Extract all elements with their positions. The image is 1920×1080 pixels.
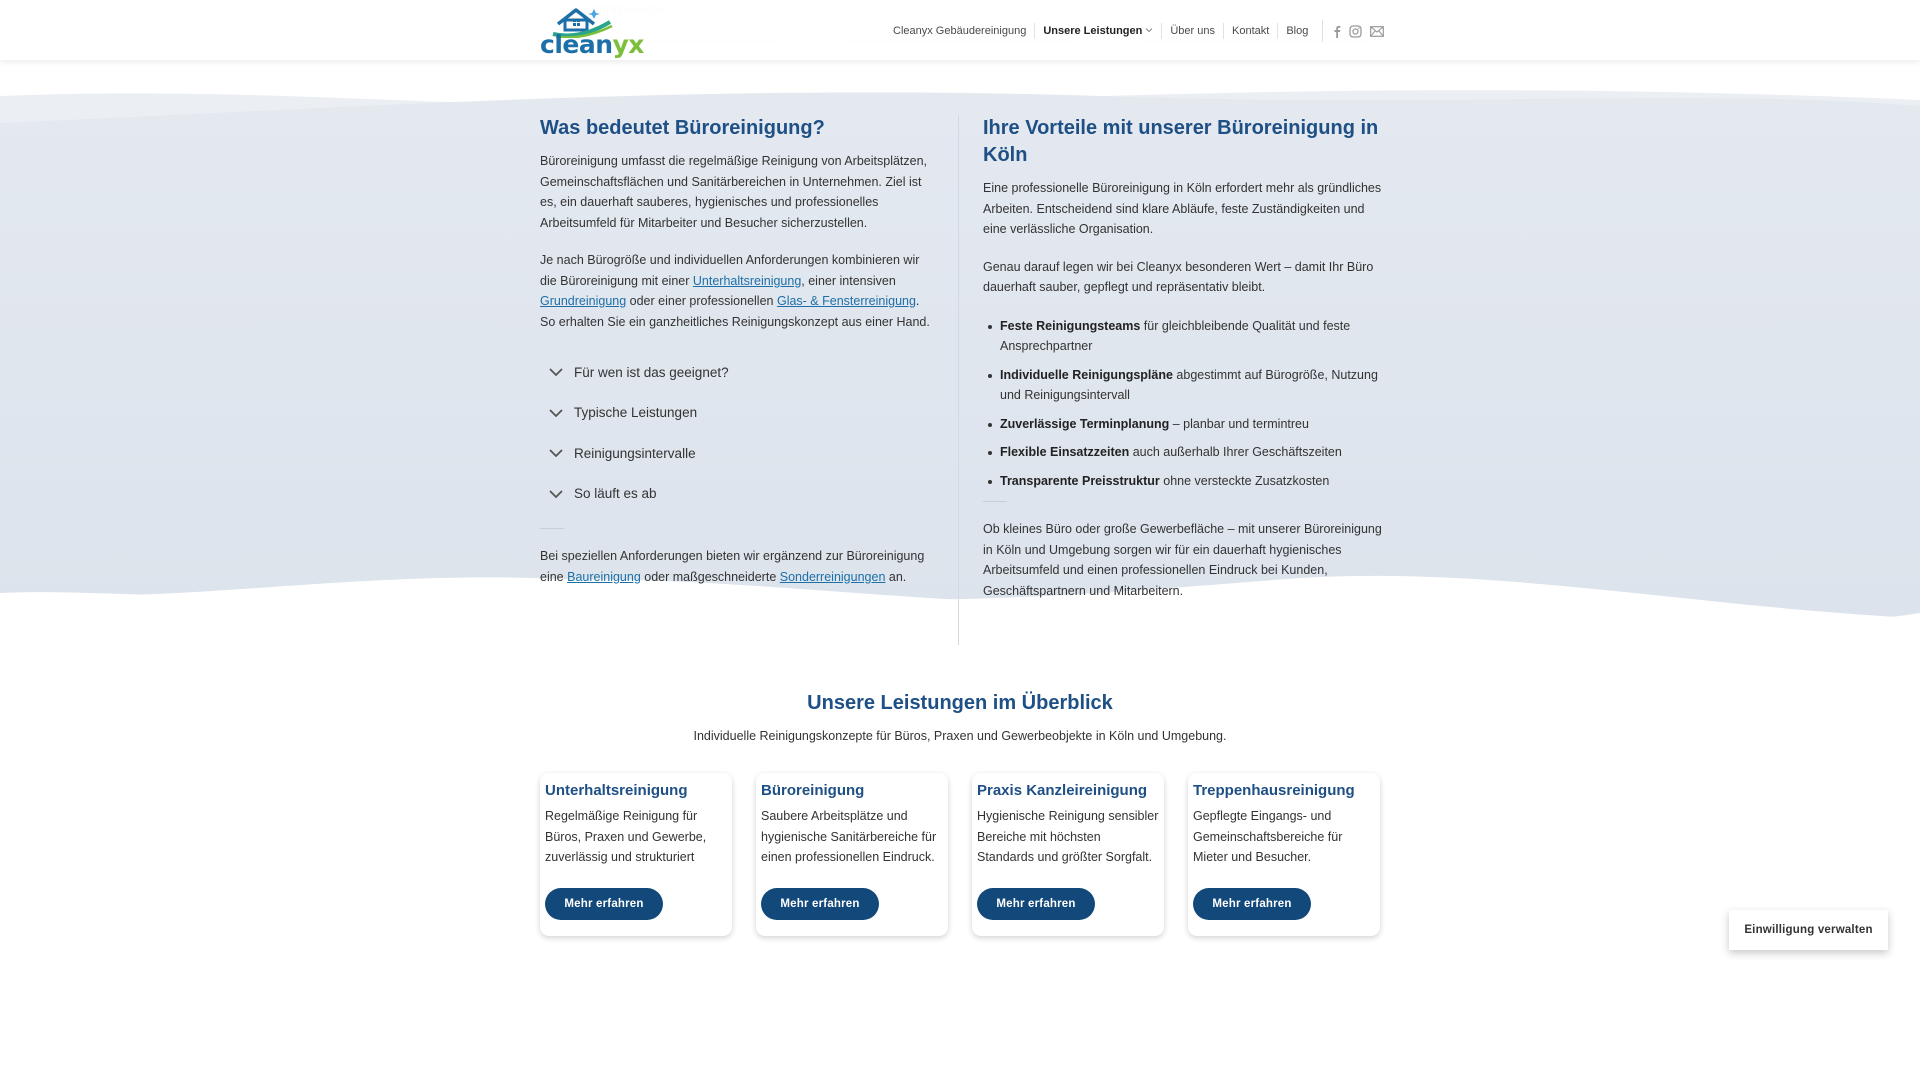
text: oder einer professionellen: [626, 294, 777, 308]
accordion-item-suitability[interactable]: [540, 352, 935, 393]
paragraph: Genau darauf legen wir bei Cleanyx besonderen Wert – damit Ihr Büro dauerhaft sauber, gepflegt und repräsentativ bleibt.: [983, 259, 1374, 294]
benefit-text: – planbar und termintreu: [1169, 416, 1309, 431]
nav-label: Über uns: [1170, 25, 1215, 37]
paragraph: Eine professionelle Büroreinigung in Köln erfordert mehr als gründliches Arbeiten. Entscheidend sind klare Abläufe, feste Zuständigkeiten und eine verlässliche Organisation.: [983, 181, 1382, 236]
benefit-item: [983, 365, 1383, 406]
accordion-item-process[interactable]: [540, 474, 935, 515]
logo-text-yx: yx: [612, 30, 644, 59]
nav-label: Kontakt: [1232, 25, 1270, 37]
benefit-title: Individuelle Reinigungspläne: [1000, 367, 1173, 382]
instagram-icon[interactable]: [1349, 25, 1362, 38]
section-title: Ihre Vorteile mit unserer Büroreinigung in Köln: [983, 117, 1379, 166]
text: oder maßgeschneiderte: [640, 569, 780, 584]
nav-label: Blog: [1286, 25, 1309, 37]
text: Bei speziellen Anforderungen bieten wir ergänzend zur Büroreinigung eine: [540, 549, 925, 584]
office-cleaning-explainer: [540, 115, 935, 604]
accordion-label: Reinigungsintervalle: [574, 445, 696, 461]
nav-item-contact[interactable]: [1223, 23, 1277, 39]
paragraph-with-links: [540, 250, 935, 332]
benefit-item: [983, 471, 1383, 492]
benefit-text: abgestimmt auf Bürogröße, Nutzung und Reinigungsintervall: [1000, 367, 1378, 402]
mail-icon[interactable]: [1370, 26, 1384, 37]
more-info-button[interactable]: Mehr erfahren: [977, 888, 1095, 920]
facebook-icon[interactable]: [1333, 25, 1341, 38]
services-title: Unsere Leistungen im Überblick: [807, 692, 1113, 714]
section-title: Was bedeutet Büroreinigung?: [540, 117, 825, 139]
benefit-item: [983, 442, 1383, 463]
card-text: Gepflegte Eingangs- und Gemeinschaftsbereiche für Mieter und Besucher.: [1193, 809, 1343, 864]
accordion-label: Für wen ist das geeignet?: [574, 364, 729, 380]
link-glas-fensterreinigung[interactable]: Glas- & Fensterreinigung: [776, 294, 916, 308]
nav-item-about[interactable]: [1161, 23, 1223, 39]
service-card-treppenhaus: [1188, 773, 1380, 936]
nav-divider: [1322, 20, 1323, 42]
text: an.: [885, 569, 907, 584]
more-info-button[interactable]: Mehr erfahren: [545, 888, 663, 920]
chevron-down-icon: [548, 408, 564, 418]
benefit-text: ohne versteckte Zusatzkosten: [1159, 473, 1330, 488]
nav-item-home[interactable]: [893, 23, 1034, 39]
link-sonderreinigungen[interactable]: Sonderreinigungen: [779, 569, 886, 584]
text: . So erhalten Sie ein ganzheitliches Reinigungskonzept aus einer Hand.: [540, 294, 930, 329]
accordion-label: Typische Leistungen: [574, 405, 698, 421]
info-section-background: [0, 88, 1920, 668]
more-info-button[interactable]: Mehr erfahren: [1193, 888, 1311, 920]
chevron-down-icon: [548, 448, 564, 458]
nav-item-services[interactable]: [1034, 23, 1161, 39]
logo-wordmark: [540, 30, 644, 59]
nav-item-blog[interactable]: [1277, 23, 1316, 39]
chevron-down-icon: [548, 367, 564, 377]
more-info-button[interactable]: Mehr erfahren: [761, 888, 879, 920]
service-card-praxis-kanzlei: [972, 773, 1164, 936]
card-text: Hygienische Reinigung sensibler Bereiche mit höchsten Standards und größter Sorgfalt.: [977, 809, 1159, 864]
service-card-unterhaltsreinigung: [540, 773, 732, 936]
card-title: Treppenhausreinigung: [1193, 782, 1355, 799]
link-baureinigung[interactable]: Baureinigung: [567, 569, 641, 584]
logo-text-clean: clean: [540, 30, 613, 59]
main-nav: [893, 22, 1384, 40]
divider: [540, 528, 564, 529]
service-card-bueroreinigung: [756, 773, 948, 936]
text: Je nach Bürogröße und individuellen Anforderungen kombinieren wir die Büroreinigung mit einer: [540, 253, 920, 288]
benefit-text: auch außerhalb Ihrer Geschäftszeiten: [1129, 445, 1342, 459]
site-header: [0, 0, 1920, 60]
social-links: [1333, 25, 1384, 38]
benefits-list: [983, 316, 1383, 492]
chevron-down-icon: [1145, 23, 1153, 39]
link-unterhaltsreinigung[interactable]: Unterhaltsreinigung: [692, 273, 802, 288]
benefit-text: für gleichbleibende Qualität und feste Ansprechpartner: [1000, 318, 1351, 353]
nav-label: Unsere Leistungen: [1043, 25, 1143, 37]
nav-label: Cleanyx Gebäudereinigung: [893, 25, 1027, 37]
wave-background: [0, 88, 1920, 668]
text: , einer intensiven: [801, 273, 896, 288]
paragraph-with-links: [540, 546, 935, 587]
benefit-title: Transparente Preisstruktur: [1000, 473, 1160, 488]
paragraph: Ob kleines Büro oder große Gewerbefläche – mit unserer Büroreinigung in Köln und Umgebung sorgen wir für ein dauerhaft hygienisches Arbeitsumfeld und einen professionellen Eindruck bei Kunden, Geschäftspartnern und Mitarbeitern.: [983, 522, 1382, 598]
benefit-title: Flexible Einsatzzeiten: [1000, 445, 1130, 459]
card-title: Praxis Kanzleireinigung: [977, 782, 1148, 799]
accordion-item-services[interactable]: [540, 393, 935, 434]
link-grundreinigung[interactable]: Grundreinigung: [540, 294, 627, 308]
column-divider: [958, 115, 959, 645]
card-text: Regelmäßige Reinigung für Büros, Praxen und Gewerbe, zuverlässig und strukturiert: [545, 809, 707, 864]
benefits-column: [983, 115, 1383, 618]
divider: [983, 501, 1007, 502]
card-title: Unterhaltsreinigung: [545, 782, 688, 799]
card-title: Büroreinigung: [761, 782, 865, 799]
benefit-title: Zuverlässige Terminplanung: [1000, 416, 1170, 431]
paragraph: Büroreinigung umfasst die regelmäßige Reinigung von Arbeitsplätzen, Gemeinschaftsflächen und Sanitärbereichen in Unternehmen. Ziel ist es, ein dauerhaft sauberes, hygienisches und professionelles Arbeitsumfeld für Mitarbeiter und Besucher sicherzustellen.: [540, 154, 928, 230]
card-text: Saubere Arbeitsplätze und hygienische Sanitärbereiche für einen professionellen Eindruck.: [761, 809, 937, 864]
accordion-label: So läuft es ab: [574, 486, 657, 502]
benefit-item: [983, 316, 1383, 357]
benefit-item: [983, 414, 1383, 435]
chevron-down-icon: [548, 489, 564, 499]
logo[interactable]: [540, 6, 644, 60]
service-cards: [540, 773, 1380, 936]
services-subtitle: Individuelle Reinigungskonzepte für Büros, Praxen und Gewerbeobjekte in Köln und Umgebung.: [693, 729, 1227, 743]
benefit-title: Feste Reinigungsteams: [1000, 318, 1141, 333]
accordion-item-intervals[interactable]: [540, 433, 935, 474]
manage-consent-button[interactable]: Einwilligung verwalten: [1729, 910, 1888, 950]
faq-accordion: [540, 352, 935, 514]
